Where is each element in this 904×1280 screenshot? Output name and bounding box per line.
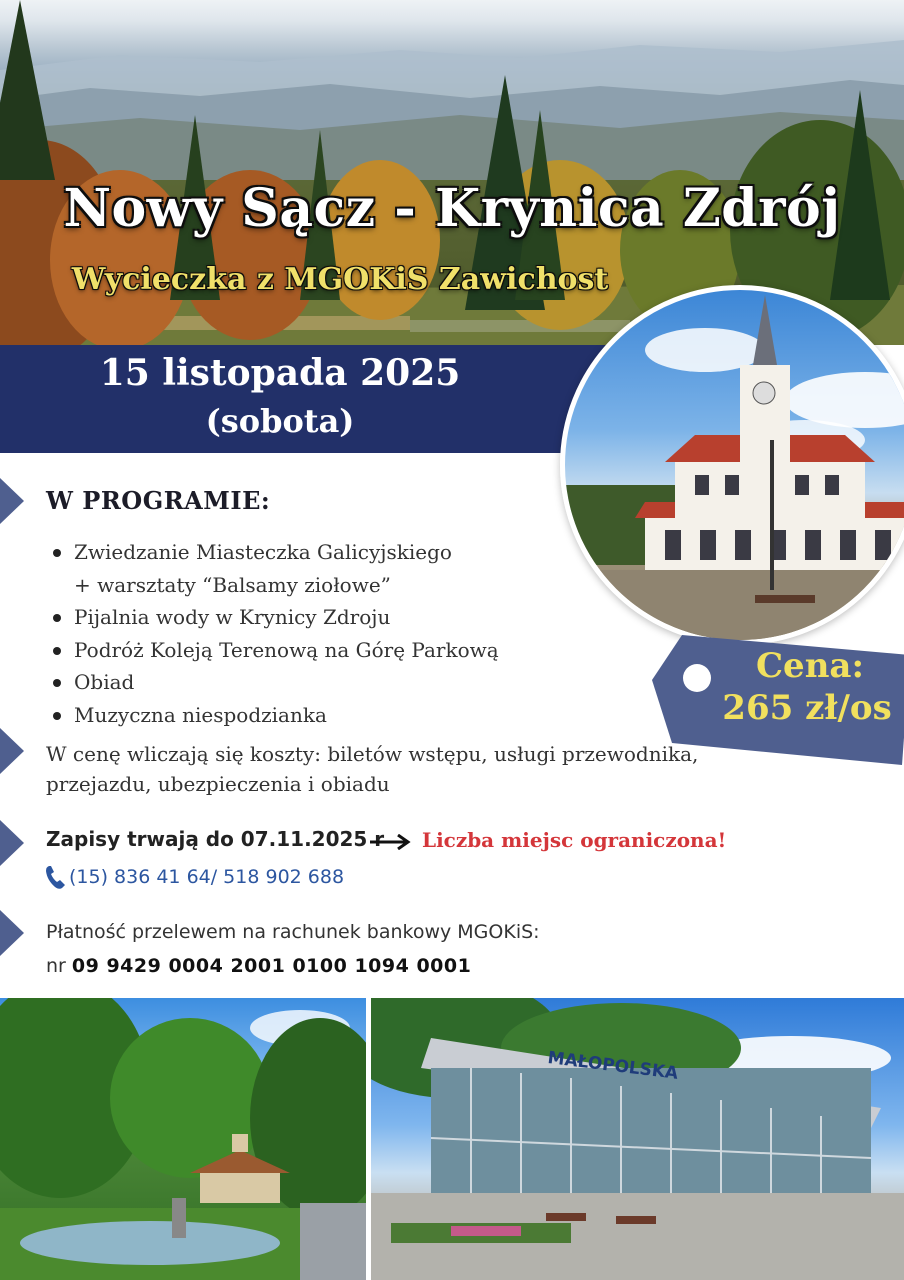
bullet-icon xyxy=(53,712,61,720)
town-hall-illustration xyxy=(565,290,904,645)
program-heading: W PROGRAMIE: xyxy=(46,486,271,515)
included-costs-line1: W cenę wliczają się koszty: biletów wstępu, usługi przewodnika, xyxy=(46,742,699,766)
park-pavilion-photo xyxy=(0,998,366,1280)
trip-date: 15 listopada 2025 xyxy=(99,352,461,394)
bank-account: nr 09 9429 0004 2001 0100 1094 0001 xyxy=(46,955,472,977)
chevron-icon xyxy=(0,728,24,774)
phone-number[interactable]: (15) 836 41 64/ 518 902 688 xyxy=(69,866,345,888)
pump-room-illustration xyxy=(371,998,904,1280)
bullet-icon xyxy=(53,614,61,622)
chevron-icon xyxy=(0,910,24,956)
bullet-icon xyxy=(53,647,61,655)
trip-subtitle: Wycieczka z MGOKiS Zawichost xyxy=(71,262,609,297)
limited-seats-notice: Liczba miejsc ograniczona! xyxy=(422,828,727,852)
phone-icon xyxy=(45,864,67,890)
list-item: Zwiedzanie Miasteczka Galicyjskiego xyxy=(46,538,499,571)
signup-deadline: Zapisy trwają do 07.11.2025 r xyxy=(46,827,385,851)
arrow-right-icon xyxy=(370,834,412,850)
list-item: Muzyczna niespodzianka xyxy=(46,701,499,734)
trip-title: Nowy Sącz - Krynica Zdrój xyxy=(63,178,841,239)
bullet-icon xyxy=(53,549,61,557)
trip-weekday: (sobota) xyxy=(205,402,355,440)
park-illustration xyxy=(0,998,366,1280)
list-item-continuation: + warsztaty “Balsamy ziołowe” xyxy=(74,572,391,597)
bullet-icon xyxy=(53,679,61,687)
town-hall-photo xyxy=(560,285,904,645)
list-item: Pijalnia wody w Krynicy Zdroju xyxy=(46,603,499,636)
price-value: 265 zł/os xyxy=(722,688,892,728)
list-item: Obiad xyxy=(46,668,499,701)
included-costs-line2: przejazdu, ubezpieczenia i obiadu xyxy=(46,772,390,796)
program-list xyxy=(46,538,499,733)
chevron-icon xyxy=(0,478,24,524)
pump-room-photo xyxy=(371,998,904,1280)
list-item: Podróż Koleją Terenową na Górę Parkową xyxy=(46,636,499,669)
price-label: Cena: xyxy=(756,646,864,686)
malopolska-sign: MAŁOPOLSKA xyxy=(546,1048,680,1084)
account-number: 09 9429 0004 2001 0100 1094 0001 xyxy=(71,955,472,977)
payment-info: Płatność przelewem na rachunek bankowy MGOKiS: xyxy=(46,921,540,943)
chevron-icon xyxy=(0,820,24,866)
